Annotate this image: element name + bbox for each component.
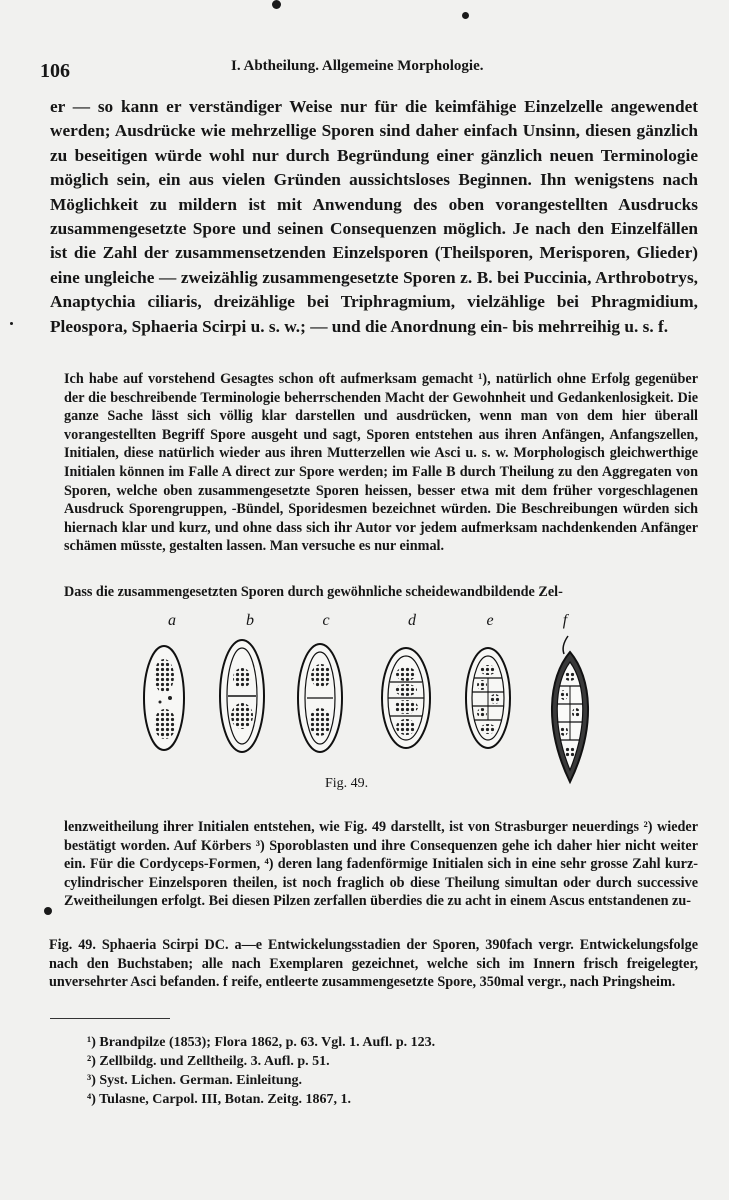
spore-b <box>220 640 264 752</box>
page-header <box>0 44 729 82</box>
footnote-1: ¹) Brandpilze (1853); Flora 1862, p. 63. Vgl. 1. Aufl. p. 123. <box>87 1035 436 1050</box>
spore-e <box>466 648 510 748</box>
footnote-3: ³) Syst. Lichen. German. Einleitung. <box>87 1073 302 1088</box>
figure-label-f: f <box>562 612 568 629</box>
figure-label-d: d <box>408 612 416 629</box>
footnotes <box>87 1033 435 1109</box>
figure-label-a: a <box>168 612 176 629</box>
footnote-rule <box>50 1018 170 1019</box>
scan-speck <box>44 907 52 915</box>
scan-speck <box>10 322 13 325</box>
body-paragraph-4: lenzweitheilung ihrer Initialen entstehen, wie Fig. 49 darstellt, ist von Strasburger neuerdings ²) wieder bestätigt worden. Auf Körbers ³) Sporoblasten und ihre Consequenzen gehe ich daher hier nicht weiter ein. Für die Cordyceps-Formen, ⁴) deren lang fadenförmige Initialen sich in eine sehr grosse Zahl kurz-cylindrischer Einzelsporen theilen, ist noch fraglich ob diese Theilung simultan oder durch successive Zweitheilungen erfolgt. Bei diesen Pilzen zerfallen überdies die zu acht in einem Ascus entstandenen zu- <box>64 819 698 910</box>
running-head: I. Abtheilung. Allgemeine Morphologie. <box>231 58 484 74</box>
figure-49 <box>140 612 600 792</box>
page-number: 106 <box>40 60 70 82</box>
footnote-4: ⁴) Tulasne, Carpol. III, Botan. Zeitg. 1867, 1. <box>87 1092 352 1107</box>
figure-label-e: e <box>486 612 494 629</box>
body-paragraph-2: Ich habe auf vorstehend Gesagtes schon oft aufmerksam gemacht ¹), natürlich ohne Erfolg gegenüber der die beschreibende Terminologie beherrschenden Macht der Gewohnheit und Gedankenlosigkeit. Die ganze Sache lässt sich völlig klar darstellen und ausdrücken, wenn man von dem hier überall vorangestellten Begriff Spore ausgeht und sagt, Sporen entstehen aus ihren Anfängen, Anfangszellen, Initialen, diese natürlich wieder aus ihren Mutterzellen wie Asci u. s. w. Morphologisch gleichwerthige Initialen können im Falle A direct zur Spore werden; im Falle B durch Theilung zu den Aggregaten von Sporen, welche oben zusammengesetzte Sporen heissen, besser etwa mit dem früher vorgeschlagenen Ausdruck Sporengruppen, -Bündel, Sporidesmen bezeichnet würden. Die Beschreibungen würden sich hiernach klar und kurz, und ohne dass sich ihr Autor vor jedem aufmerksam nachdenkenden Anfänger schämen müsste, gestalten lassen. Man versuche es nur einmal. <box>64 371 698 555</box>
body-paragraph-1: er — so kann er verständiger Weise nur für die keimfähige Einzelzelle angewendet werden; Ausdrücke wie mehrzellige Sporen sind daher einfach Unsinn, diesen gänzlich zu beseitigen würde wohl nur durch Begründung einer gänzlich neuen Terminologie möglich sein, ein aus vielen Gründen aussichtsloses Beginnen. Ihn wenigstens nach Möglichkeit zu mildern ist mit Anwendung des oben vorangestellten Ausdrucks zusammengesetzte Spore und seinen Consequenzen möglich. Je nach den Einzelfällen ist die Zahl der zusammensetzenden Einzelsporen (Theilsporen, Merisporen, Glieder) eine ungleiche — zweizählig zusammengesetzte Sporen z. B. bei Puccinia, Arthrobotrys, Anaptychia ciliaris, dreizählige bei Triphragmium, vielzählige bei Phragmidium, Pleospora, Sphaeria Scirpi u. s. w.; — und die Anordnung ein- bis mehrreihig u. s. f. <box>50 97 698 336</box>
spore-f <box>552 636 588 782</box>
body-paragraph-3: Dass die zusammengesetzten Sporen durch gewöhnliche scheidewandbildende Zel- <box>64 584 563 600</box>
figure-legend: Fig. 49. Sphaeria Scirpi DC. a—e Entwickelungsstadien der Sporen, 390fach vergr. Entwickelungsfolge nach den Buchstaben; alle nach Exemplaren gezeichnet, welche sich im Innern frisch freigelegter, unversehrter Asci befanden. f reife, entleerte zusammengesetzte Spore, 350mal vergr., nach Pringsheim. <box>49 937 698 991</box>
spore-a <box>144 646 184 750</box>
spore-c <box>298 644 342 752</box>
footnote-2: ²) Zellbildg. und Zelltheilg. 3. Aufl. p. 51. <box>87 1054 330 1069</box>
figure-label-b: b <box>246 612 254 629</box>
spore-d <box>382 648 430 748</box>
figure-caption: Fig. 49. <box>325 776 369 791</box>
figure-label-c: c <box>322 612 330 629</box>
scan-speck <box>462 12 469 19</box>
scan-speck <box>272 0 281 9</box>
spore-drawings <box>140 632 600 792</box>
